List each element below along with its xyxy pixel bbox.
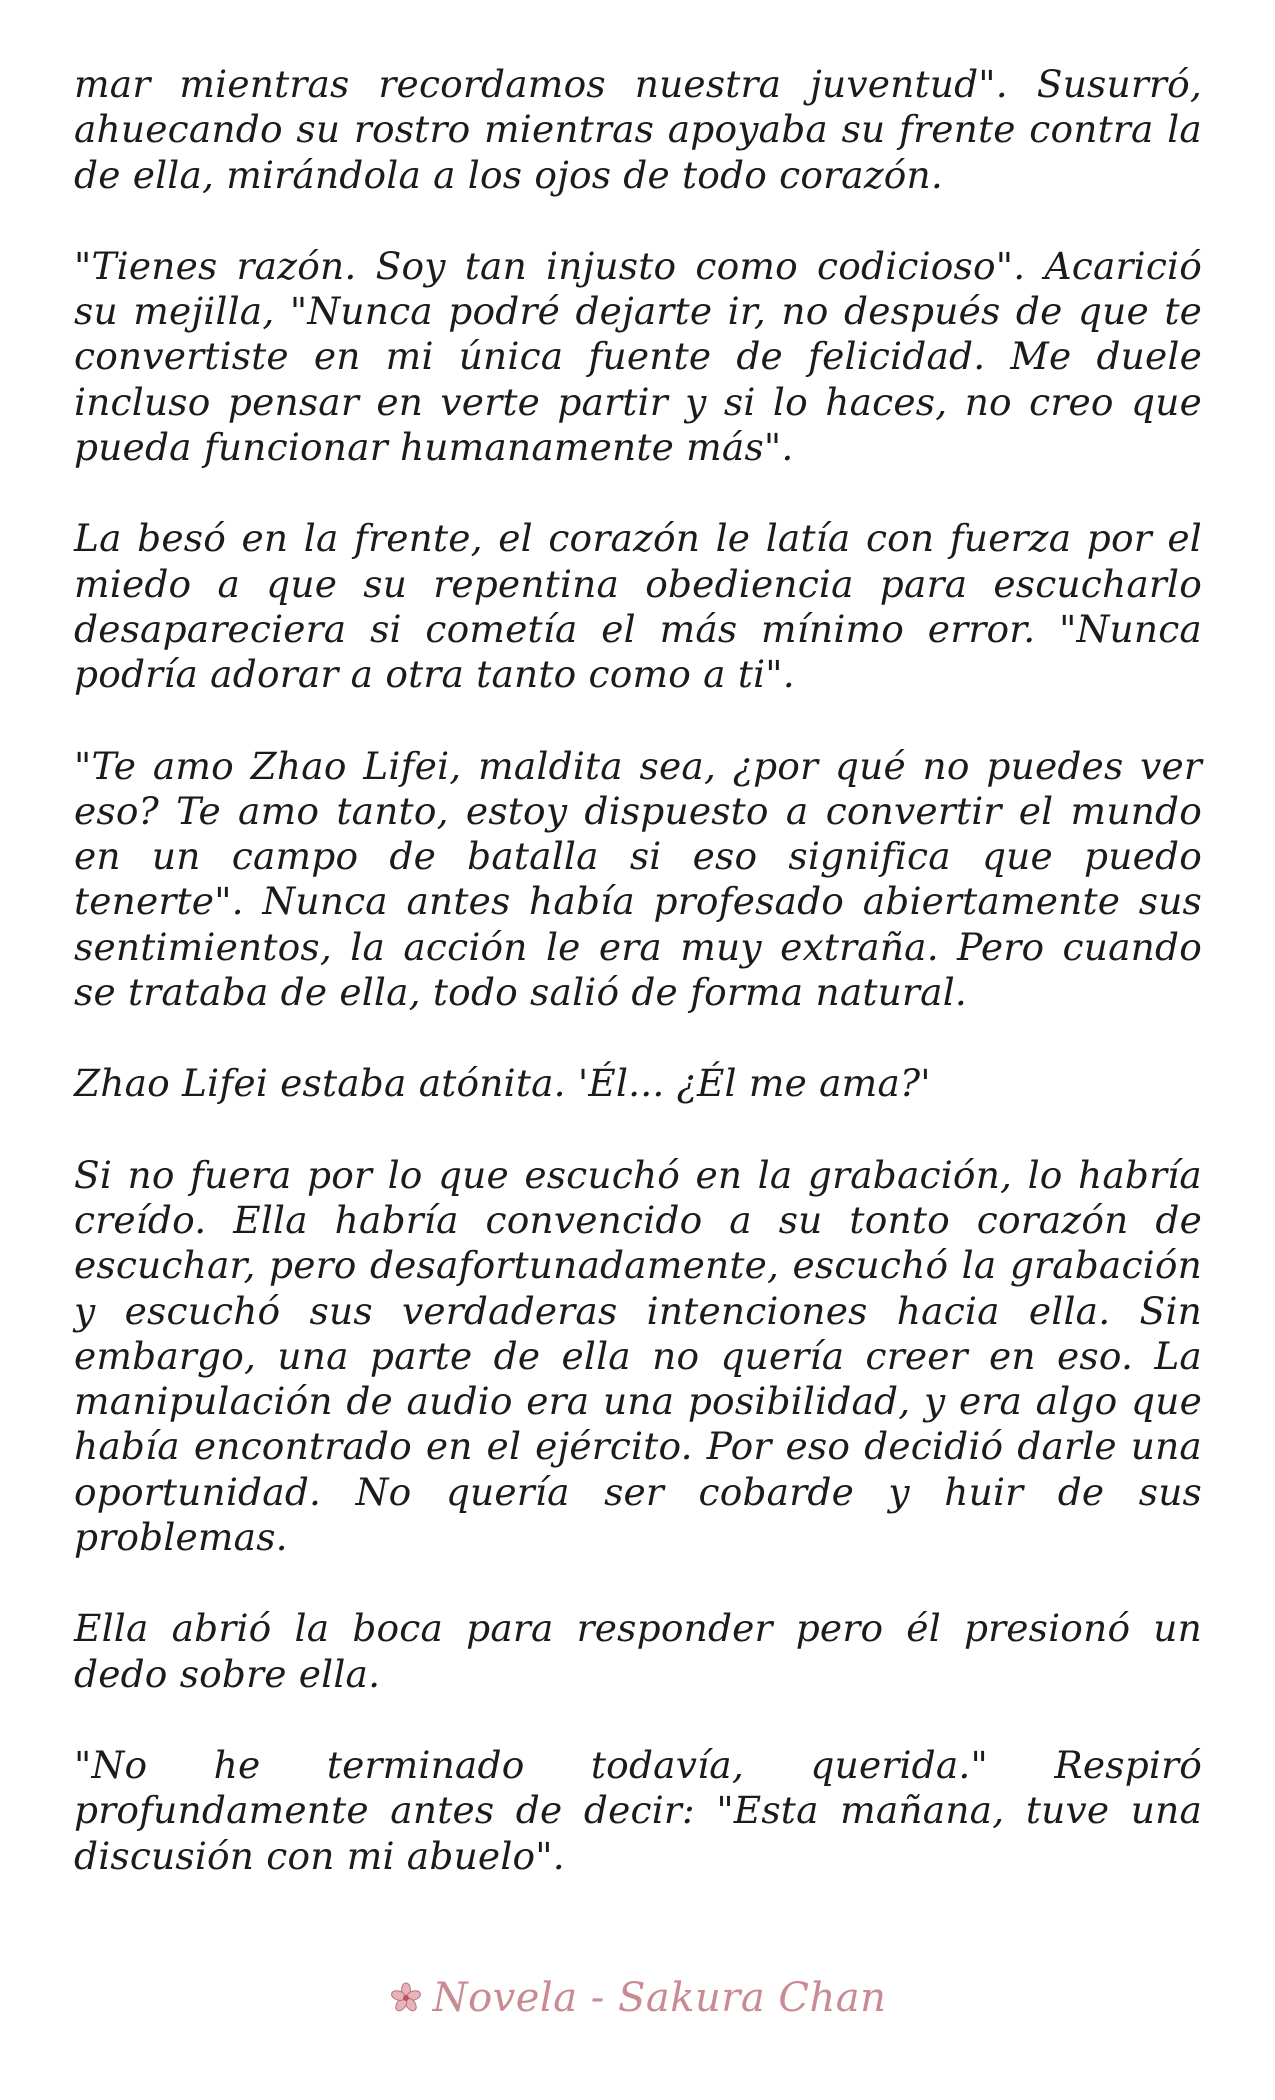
paragraph-7: Ella abrió la boca para responder pero él presionó un dedo sobre ella. xyxy=(74,1606,1202,1696)
sakura-flower-icon xyxy=(389,1981,423,2015)
paragraph-8: "No he terminado todavía, querida." Respiró profundamente antes de decir: "Esta mañana, tuve una discusión con mi abuelo". xyxy=(74,1742,1202,1878)
footer-watermark xyxy=(0,1975,1275,2021)
paragraph-1: mar mientras recordamos nuestra juventud". Susurró, ahuecando su rostro mientras apoyaba su frente contra la de ella, mirándola a los ojos de todo corazón. xyxy=(74,62,1202,197)
watermark-group xyxy=(389,1975,887,2021)
paragraph-6: Si no fuera por lo que escuchó en la grabación, lo habría creído. Ella habría convencido a su tonto corazón de escuchar, pero desafortunadamente, escuchó la grabación y escuchó sus verdaderas intenciones hacia ella. Sin embargo, una parte de ella no quería creer en eso. La manipulación de audio era una posibilidad, y era algo que había encontrado en el ejército. Por eso decidió darle una oportunidad. No quería ser cobarde y huir de sus problemas. xyxy=(74,1152,1202,1560)
watermark-text: Novela - Sakura Chan xyxy=(432,1975,887,2021)
paragraph-4: "Te amo Zhao Lifei, maldita sea, ¿por qué no puedes ver eso? Te amo tanto, estoy dispuesto a convertir el mundo en un campo de batalla si eso significa que puedo tenerte". Nunca antes había profesado abiertamente sus sentimientos, la acción le era muy extraña. Pero cuando se trataba de ella, todo salió de forma natural. xyxy=(74,743,1202,1015)
paragraph-5: Zhao Lifei estaba atónita. 'Él... ¿Él me ama?' xyxy=(74,1061,931,1106)
document-body xyxy=(74,62,1202,1925)
paragraph-2: "Tienes razón. Soy tan injusto como codicioso". Acarició su mejilla, "Nunca podré dejarte ir, no después de que te convertiste en mi única fuente de felicidad. Me duele incluso pensar en verte partir y si lo haces, no creo que pueda funcionar humanamente más". xyxy=(74,243,1202,470)
paragraph-3: La besó en la frente, el corazón le latía con fuerza por el miedo a que su repentina obediencia para escucharlo desapareciera si cometía el más mínimo error. "Nunca podría adorar a otra tanto como a ti". xyxy=(74,516,1202,697)
